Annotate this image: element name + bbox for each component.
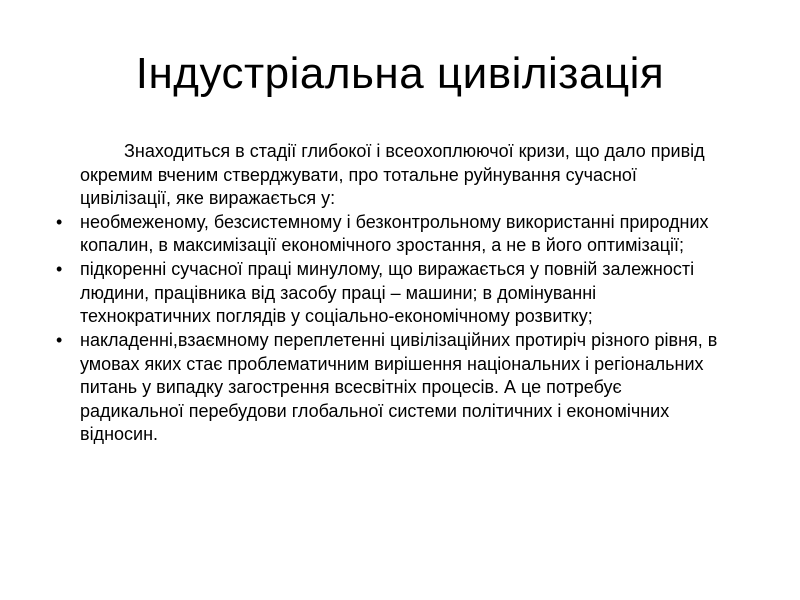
bullet-list [56, 211, 720, 447]
slide-title: Індустріальна цивілізація [135, 49, 665, 98]
bullet-icon: • [56, 259, 63, 279]
bullet-icon: • [56, 211, 63, 232]
slide-body [56, 140, 720, 447]
intro-paragraph: Знаходиться в стадії глибокої і всеохоплюючої кризи, що дало привід окремим вченим стверджувати, про тотальне руйнування сучасної цивілізації, яке виражається у: [80, 141, 705, 208]
bullet-item-1 [56, 211, 720, 258]
bullet-icon: • [56, 330, 63, 350]
bullet-item-3 [56, 329, 720, 447]
bullet-text-3: накладенні,взаємному переплетенні цивілізаційних протиріч різного рівня, в умовах яких стає проблематичним вирішення національних і регіональних питань у випадку загострення всесвітніх процесів. А це потребує радикальної перебудови глобальної системи політичних і економічних відносин. [80, 330, 718, 444]
bullet-text-2: підкоренні сучасної праці минулому, що виражається у повній залежності людини, працівника від засобу праці – машини; в домінуванні технократичних поглядів у соціально-економічному розвитку; [80, 259, 695, 326]
bullet-item-2 [56, 258, 720, 329]
bullet-text-1: необмеженому, безсистемному і безконтрольному використанні природних копалин, в максимізації економічного зростання, а не в його оптимізації; [80, 211, 709, 255]
